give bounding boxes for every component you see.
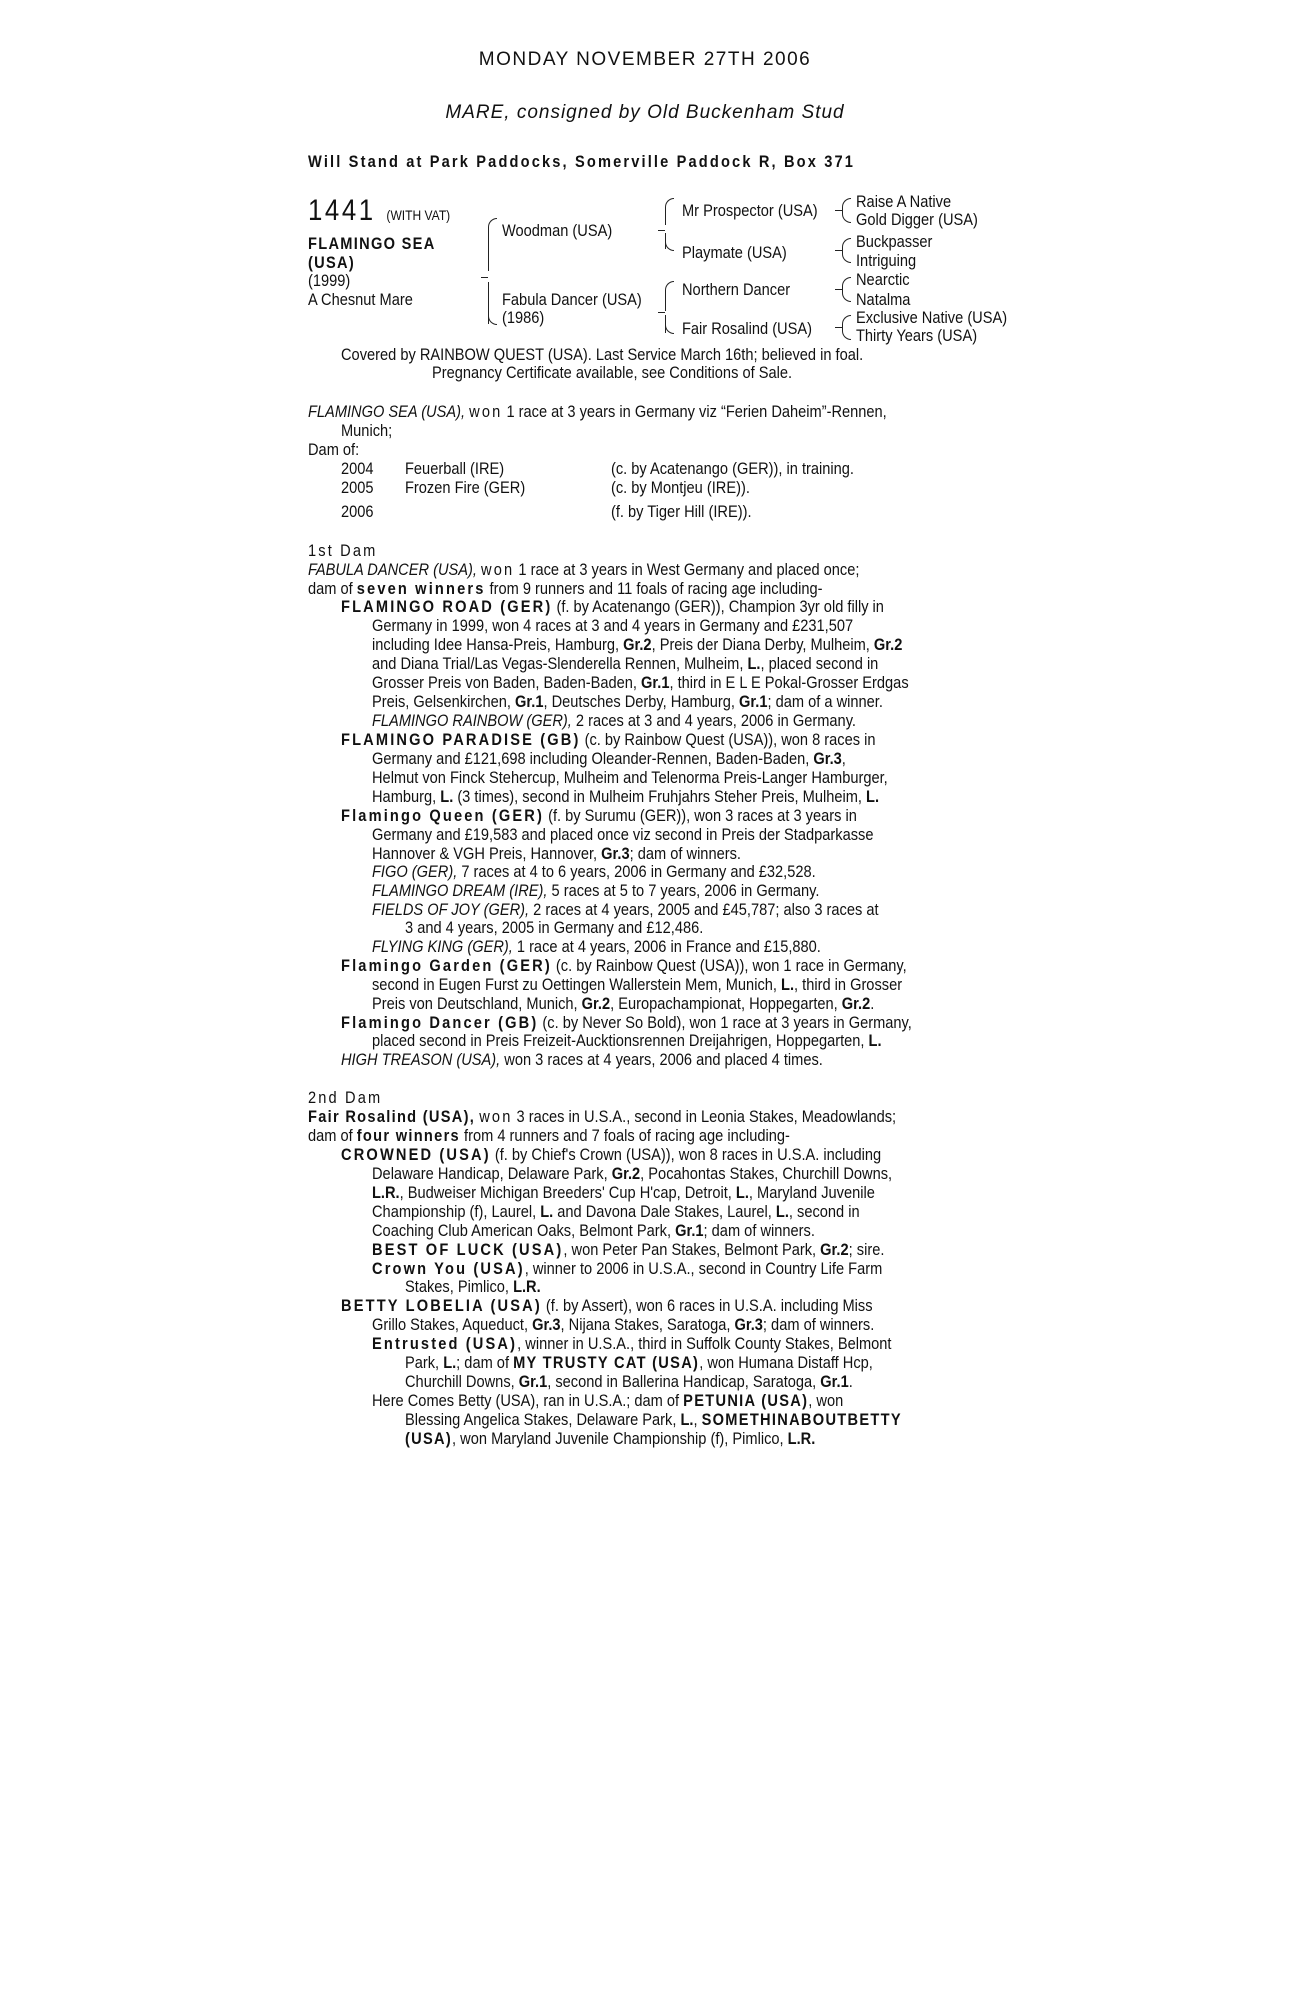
sd-dam-of: dam of	[308, 1126, 357, 1145]
hc-1a: Here Comes Betty (USA), ran in U.S.A.; dam of	[372, 1391, 684, 1410]
flamingo-road-name: FLAMINGO ROAD (GER)	[341, 597, 553, 616]
fq-6b: 2 races at 4 years, 2005 and £45,787; also 3 races at	[529, 900, 879, 919]
crowned-line-1	[341, 1145, 881, 1164]
fr-4a: and Diana Trial/Las Vegas-Slenderella Rennen, Mulheim,	[372, 654, 748, 673]
bt-2b: Gr.3	[532, 1315, 561, 1334]
flamingo-garden-line-3	[372, 994, 874, 1013]
first-dam-won: won	[481, 560, 515, 579]
fp-4d: L.	[866, 787, 880, 806]
entrusted-line-3	[405, 1372, 853, 1391]
fd-2a: placed second in Preis Freizeit-Aucktionsrennen Dreijahrigen, Hoppegarten,	[372, 1031, 869, 1050]
fq-5b: 5 races at 5 to 7 years, 2006 in Germany.	[547, 881, 820, 900]
fg-2a: second in Eugen Furst zu Oettingen Wallerstein Mem, Munich,	[372, 975, 782, 994]
high-treason-line	[341, 1050, 823, 1069]
flamingo-road-line-1	[341, 597, 884, 616]
fr-5b: Gr.1	[641, 673, 670, 692]
fq-4a: FIGO (GER),	[372, 862, 458, 881]
flamingo-queen-line-6	[372, 900, 879, 919]
bt-1: (f. by Assert), won 6 races in U.S.A. including Miss	[541, 1296, 873, 1315]
first-dam-dam-of: dam of	[308, 579, 357, 598]
pedigree-dam: Fabula Dancer (USA)	[502, 290, 642, 309]
fr-7a: FLAMINGO RAINBOW (GER),	[372, 711, 572, 730]
fr-6b: Gr.1	[515, 692, 544, 711]
horse-record-line	[308, 402, 887, 421]
cr-5c: ; dam of winners.	[703, 1221, 815, 1240]
en-3c: , second in Ballerina Handicap, Saratoga,	[547, 1372, 821, 1391]
fq-3b: Gr.3	[601, 844, 630, 863]
en-2a: Park,	[405, 1353, 444, 1372]
flamingo-dancer-line-2	[372, 1031, 882, 1050]
here-comes-betty-line-1	[372, 1391, 843, 1410]
dam-of-label: Dam of:	[308, 440, 360, 459]
bl-c: ; sire.	[848, 1240, 885, 1259]
second-dam-name: Fair Rosalind (USA),	[308, 1107, 476, 1126]
produce-detail-2: (f. by Tiger Hill (IRE)).	[611, 502, 752, 521]
pedigree-sire-sire: Mr Prospector (USA)	[682, 201, 818, 220]
fq-6a: FIELDS OF JOY (GER),	[372, 900, 530, 919]
flamingo-paradise-name: FLAMINGO PARADISE (GB)	[341, 730, 581, 749]
produce-year-0: 2004	[341, 459, 374, 478]
produce-detail-1: (c. by Montjeu (IRE)).	[611, 478, 750, 497]
fq-3a: Hannover & VGH Preis, Hannover,	[372, 844, 602, 863]
fr-6a: Preis, Gelsenkirchen,	[372, 692, 516, 711]
flamingo-road-line-5	[372, 673, 909, 692]
bl-b: Gr.2	[820, 1240, 849, 1259]
produce-year-2: 2006	[341, 502, 374, 521]
flamingo-road-line-3	[372, 635, 902, 654]
bt-2d: Gr.3	[734, 1315, 763, 1334]
fg-3a: Preis von Deutschland, Munich,	[372, 994, 582, 1013]
vat-label: (WITH VAT)	[386, 207, 451, 223]
hc-1c: , won	[808, 1391, 844, 1410]
produce-name-1: Frozen Fire (GER)	[405, 478, 526, 497]
hc-2a: Blessing Angelica Stakes, Delaware Park,	[405, 1410, 681, 1429]
fr-6c: , Deutsches Derby, Hamburg,	[543, 692, 740, 711]
en-3e: .	[848, 1372, 853, 1391]
flamingo-queen-line-8	[372, 937, 821, 956]
fp-2b: Gr.3	[813, 749, 842, 768]
here-comes-betty-line-3	[405, 1429, 815, 1448]
hc-2c: ,	[693, 1410, 702, 1429]
flamingo-road-line-2: Germany in 1999, won 4 races at 3 and 4 years in Germany and £231,507	[372, 616, 854, 635]
lot-heading	[308, 194, 450, 228]
cr-4e: , second in	[788, 1202, 860, 1221]
fq-4b: 7 races at 4 to 6 years, 2006 in Germany and £32,528.	[457, 862, 816, 881]
fp-4c: (3 times), second in Mulheim Fruhjahrs Steher Preis, Mulheim,	[453, 787, 867, 806]
pedigree-g3-2: Gold Digger (USA)	[856, 210, 978, 229]
horse-year: (1999)	[308, 271, 351, 290]
flamingo-garden-line-2	[372, 975, 902, 994]
cr-5a: Coaching Club American Oaks, Belmont Park,	[372, 1221, 676, 1240]
record-line-2: Munich;	[341, 421, 393, 440]
fq-3c: ; dam of winners.	[629, 844, 741, 863]
second-dam-rest: 3 races in U.S.A., second in Leonia Stakes, Meadowlands;	[512, 1107, 897, 1126]
crowned-line-2	[372, 1164, 892, 1183]
crowned-line-3	[372, 1183, 875, 1202]
betty-lobelia-line-1	[341, 1296, 873, 1315]
fd-1: (c. by Never So Bold), won 1 race at 3 years in Germany,	[538, 1013, 912, 1032]
record-won: won	[469, 402, 503, 421]
flamingo-dancer-line-1	[341, 1013, 912, 1032]
second-dam-won: won	[479, 1107, 513, 1126]
covered-by-line: Covered by RAINBOW QUEST (USA). Last Service March 16th; believed in foal.	[341, 345, 864, 364]
flamingo-queen-line-5	[372, 881, 819, 900]
cr-3a: L.R.	[372, 1183, 400, 1202]
horse-origin: (USA)	[308, 253, 356, 272]
location-line: Will Stand at Park Paddocks, Somerville Paddock R, Box 371	[308, 152, 856, 171]
produce-name-0: Feuerball (IRE)	[405, 459, 505, 478]
flamingo-paradise-line-1	[341, 730, 875, 749]
pedigree-sire: Woodman (USA)	[502, 221, 613, 240]
flamingo-road-line-4	[372, 654, 878, 673]
best-of-luck-line	[372, 1240, 884, 1259]
hc-3b: , won Maryland Juvenile Championship (f), Pimlico,	[452, 1429, 788, 1448]
hc-1b: PETUNIA (USA)	[683, 1391, 809, 1410]
cy-1: , winner to 2006 in U.S.A., second in Country Life Farm	[524, 1259, 883, 1278]
hc-3a: (USA)	[405, 1429, 453, 1448]
flamingo-garden-name: Flamingo Garden (GER)	[341, 956, 552, 975]
pedigree-g3-3: Buckpasser	[856, 232, 933, 251]
fp-2c: ,	[841, 749, 846, 768]
bt-2c: , Nijana Stakes, Saratoga,	[560, 1315, 735, 1334]
horse-description: A Chesnut Mare	[308, 290, 413, 309]
flamingo-paradise-line-3: Helmut von Finck Stehercup, Mulheim and Telenorma Preis-Langer Hamburger,	[372, 768, 888, 787]
flamingo-queen-name: Flamingo Queen (GER)	[341, 806, 545, 825]
cy-2a: Stakes, Pimlico,	[405, 1277, 514, 1296]
fg-1: (c. by Rainbow Quest (USA)), won 1 race in Germany,	[551, 956, 907, 975]
en-3d: Gr.1	[820, 1372, 849, 1391]
pedigree-g3-5: Nearctic	[856, 270, 910, 289]
entrusted-name: Entrusted (USA)	[372, 1334, 518, 1353]
pregnancy-line: Pregnancy Certificate available, see Conditions of Sale.	[432, 363, 793, 382]
sd-runners: from 4 runners and 7 foals of racing age including-	[459, 1126, 790, 1145]
hc-2d: SOMETHINABOUTBETTY	[701, 1410, 902, 1429]
first-dam-heading: 1st Dam	[308, 541, 378, 560]
crowned-name: CROWNED (USA)	[341, 1145, 491, 1164]
fg-3e: .	[870, 994, 875, 1013]
crowned-line-5	[372, 1221, 815, 1240]
first-dam-line-2	[308, 579, 822, 598]
bt-2e: ; dam of winners.	[762, 1315, 875, 1334]
bt-2a: Grillo Stakes, Aqueduct,	[372, 1315, 533, 1334]
fp-1: (c. by Rainbow Quest (USA)), won 8 races in	[580, 730, 876, 749]
crowned-line-4	[372, 1202, 860, 1221]
flamingo-queen-line-3	[372, 844, 741, 863]
second-dam-line-2	[308, 1126, 790, 1145]
en-2c: ; dam of	[456, 1353, 514, 1372]
fp-2a: Germany and £121,698 including Oleander-Rennen, Baden-Baden,	[372, 749, 814, 768]
second-dam-heading: 2nd Dam	[308, 1088, 383, 1107]
horse-name: FLAMINGO SEA	[308, 234, 436, 253]
produce-detail-0: (c. by Acatenango (GER)), in training.	[611, 459, 854, 478]
cr-4c: and Davona Dale Stakes, Laurel,	[553, 1202, 776, 1221]
fq-1: (f. by Surumu (GER)), won 3 races at 3 years in	[544, 806, 857, 825]
crown-you-line-2	[405, 1277, 541, 1296]
flamingo-queen-line-7: 3 and 4 years, 2005 in Germany and £12,486.	[405, 918, 704, 937]
flamingo-paradise-line-4	[372, 787, 879, 806]
hc-3c: L.R.	[787, 1429, 816, 1448]
pedigree-g3-1: Raise A Native	[856, 192, 952, 211]
sd-winners: four winners	[356, 1126, 460, 1145]
fq-8b: 1 race at 4 years, 2006 in France and £15,880.	[512, 937, 821, 956]
cy-2b: L.R.	[513, 1277, 541, 1296]
here-comes-betty-line-2	[405, 1410, 902, 1429]
pedigree-g3-6: Natalma	[856, 290, 911, 309]
ht-b: won 3 races at 4 years, 2006 and placed 4 times.	[500, 1050, 823, 1069]
cr-1: (f. by Chief's Crown (USA)), won 8 races in U.S.A. including	[490, 1145, 882, 1164]
flamingo-road-line-6	[372, 692, 883, 711]
cr-2b: Gr.2	[611, 1164, 641, 1183]
pedigree-g3-7: Exclusive Native (USA)	[856, 308, 1008, 327]
ht-a: HIGH TREASON (USA),	[341, 1050, 501, 1069]
hc-2b: L.	[680, 1410, 694, 1429]
flamingo-queen-line-2: Germany and £19,583 and placed once viz second in Preis der Stadparkasse	[372, 825, 874, 844]
fg-2b: L.	[781, 975, 795, 994]
consignor-line: MARE, consigned by Old Buckenham Stud	[445, 102, 845, 123]
lot-number: 1441	[308, 194, 376, 227]
flamingo-road-line-7	[372, 711, 856, 730]
pedigree-dam-sire: Northern Dancer	[682, 280, 791, 299]
fr-4b: L.	[747, 654, 761, 673]
flamingo-paradise-line-2	[372, 749, 846, 768]
produce-year-1: 2005	[341, 478, 374, 497]
cr-3c: L.	[735, 1183, 749, 1202]
fr-6d: Gr.1	[739, 692, 768, 711]
sale-date: MONDAY NOVEMBER 27TH 2006	[478, 49, 812, 70]
en-3b: Gr.1	[518, 1372, 548, 1391]
fr-5c: , third in E L E Pokal-Grosser Erdgas	[669, 673, 909, 692]
first-dam-name: FABULA DANCER (USA),	[308, 560, 477, 579]
fr-6e: ; dam of a winner.	[767, 692, 883, 711]
second-dam-line-1	[308, 1107, 896, 1126]
en-2d: MY TRUSTY CAT (USA)	[513, 1353, 700, 1372]
pedigree-sire-dam: Playmate (USA)	[682, 243, 787, 262]
en-2b: L.	[443, 1353, 457, 1372]
fr-3d: Gr.2	[873, 635, 903, 654]
cr-4a: Championship (f), Laurel,	[372, 1202, 541, 1221]
cr-2a: Delaware Handicap, Delaware Park,	[372, 1164, 612, 1183]
fr-3b: Gr.2	[623, 635, 652, 654]
first-dam-winners: seven winners	[356, 579, 486, 598]
fp-4b: L.	[440, 787, 454, 806]
first-dam-rest: 1 race at 3 years in West Germany and placed once;	[514, 560, 860, 579]
pedigree-g3-4: Intriguing	[856, 251, 917, 270]
fr-3a: including Idee Hansa-Preis, Hamburg,	[372, 635, 624, 654]
crown-you-name: Crown You (USA)	[372, 1259, 525, 1278]
betty-lobelia-name: BETTY LOBELIA (USA)	[341, 1296, 542, 1315]
pedigree-dam-dam: Fair Rosalind (USA)	[682, 319, 812, 338]
flamingo-queen-line-1	[341, 806, 857, 825]
cr-5b: Gr.1	[675, 1221, 704, 1240]
fq-5a: FLAMINGO DREAM (IRE),	[372, 881, 548, 900]
flamingo-queen-line-4	[372, 862, 816, 881]
fr-3c: , Preis der Diana Derby, Mulheim,	[651, 635, 874, 654]
betty-lobelia-line-2	[372, 1315, 874, 1334]
entrusted-line-2	[405, 1353, 873, 1372]
en-1: , winner in U.S.A., third in Suffolk County Stakes, Belmont	[517, 1334, 892, 1353]
en-2e: , won Humana Distaff Hcp,	[699, 1353, 873, 1372]
first-dam-line-1	[308, 560, 859, 579]
flamingo-garden-line-1	[341, 956, 907, 975]
fp-4a: Hamburg,	[372, 787, 441, 806]
fr-4c: , placed second in	[760, 654, 879, 673]
en-3a: Churchill Downs,	[405, 1372, 519, 1391]
fq-8a: FLYING KING (GER),	[372, 937, 513, 956]
fg-3c: , Europachampionat, Hoppegarten,	[610, 994, 842, 1013]
cr-3b: , Budweiser Michigan Breeders' Cup H'cap, Detroit,	[399, 1183, 736, 1202]
fg-3d: Gr.2	[841, 994, 871, 1013]
fg-2c: , third in Grosser	[794, 975, 903, 994]
flamingo-dancer-name: Flamingo Dancer (GB)	[341, 1013, 539, 1032]
entrusted-line-1	[372, 1334, 891, 1353]
pedigree-g3-8: Thirty Years (USA)	[856, 326, 978, 345]
pedigree-dam-year: (1986)	[502, 308, 545, 327]
bl-a: , won Peter Pan Stakes, Belmont Park,	[563, 1240, 821, 1259]
fr-5a: Grosser Preis von Baden, Baden-Baden,	[372, 673, 642, 692]
cr-2c: , Pocahontas Stakes, Churchill Downs,	[640, 1164, 893, 1183]
record-horse-name: FLAMINGO SEA (USA),	[308, 402, 466, 421]
fg-3b: Gr.2	[581, 994, 611, 1013]
cr-3d: , Maryland Juvenile	[748, 1183, 875, 1202]
flamingo-road-text-1: (f. by Acatenango (GER)), Champion 3yr old filly in	[552, 597, 884, 616]
fr-7b: 2 races at 3 and 4 years, 2006 in Germany.	[571, 711, 856, 730]
cr-4d: L.	[775, 1202, 789, 1221]
best-of-luck-name: BEST OF LUCK (USA)	[372, 1240, 564, 1259]
crown-you-line-1	[372, 1259, 882, 1278]
record-text: 1 race at 3 years in Germany viz “Ferien Daheim”-Rennen,	[502, 402, 887, 421]
first-dam-runners: from 9 runners and 11 foals of racing age including-	[485, 579, 823, 598]
cr-4b: L.	[540, 1202, 554, 1221]
fd-2b: L.	[868, 1031, 882, 1050]
